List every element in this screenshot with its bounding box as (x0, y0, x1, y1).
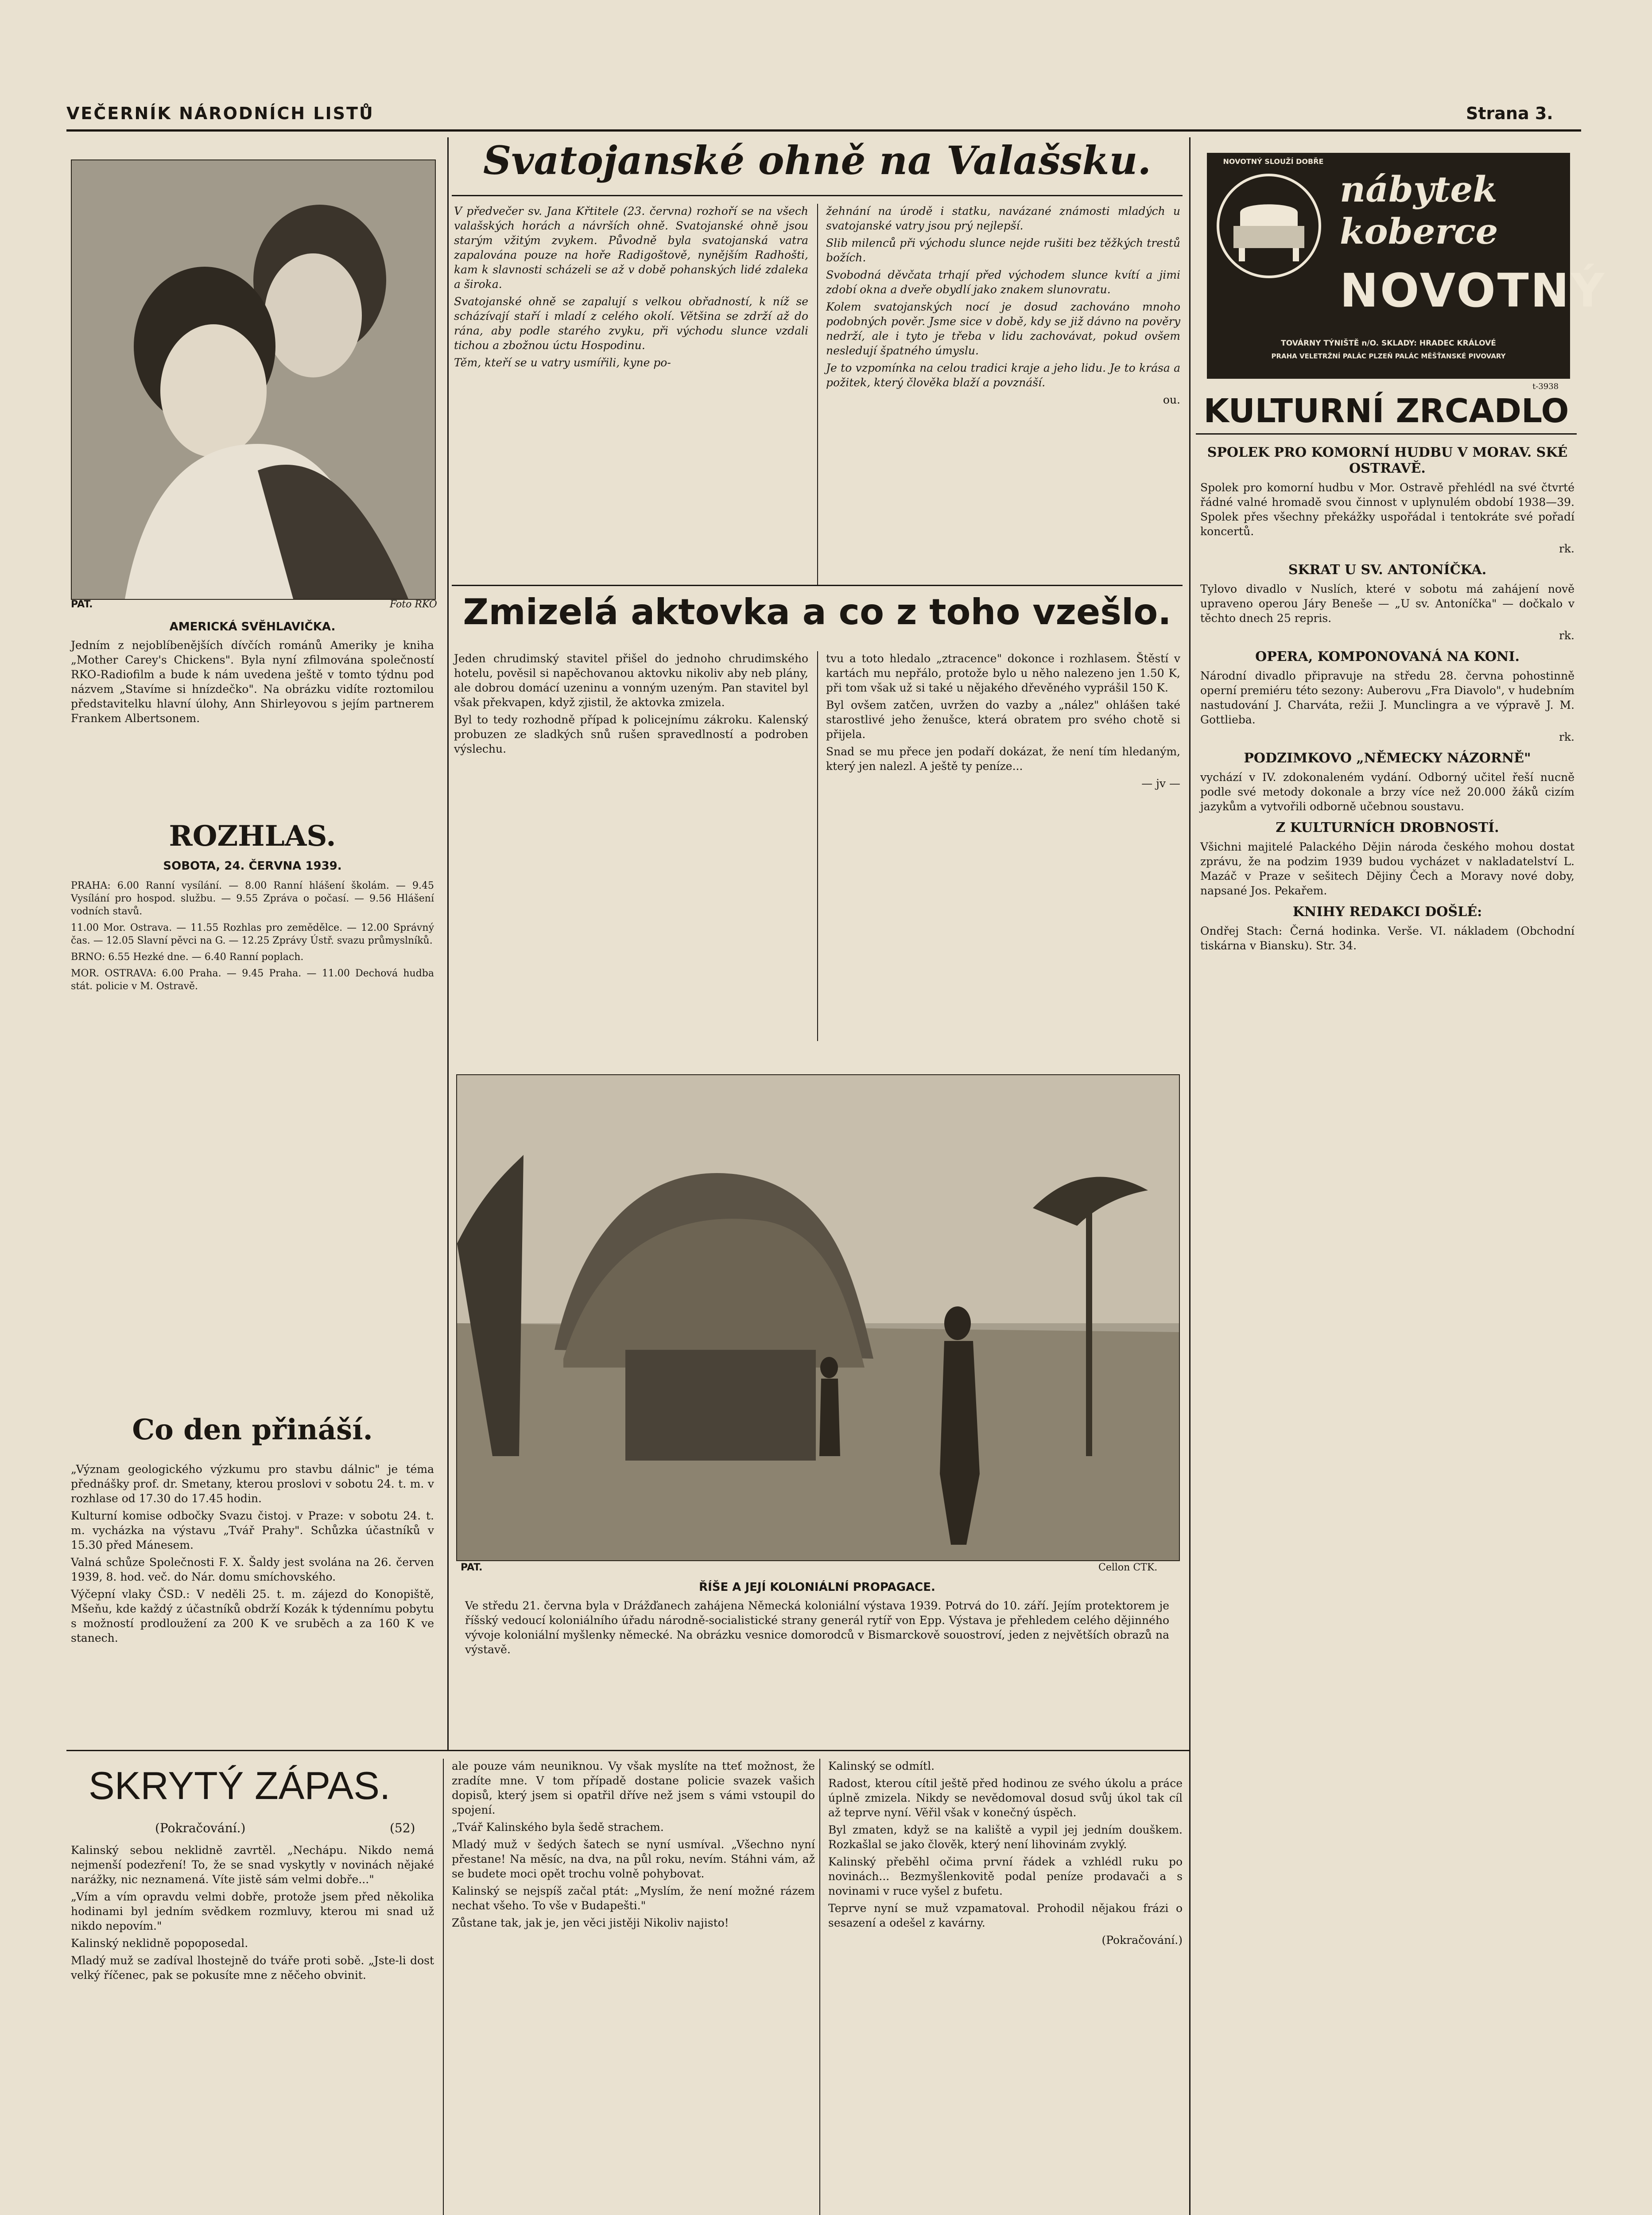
serial-col-1 (71, 1843, 434, 1985)
culture-heading: SPOLEK PRO KOMORNÍ HUDBU V MORAV. SKÉ OSTRAVĚ. (1207, 445, 1568, 476)
colonial-photo-caption: Ve středu 21. června byla v Drážďanech zahájena Německá koloniální výstava 1939. Potrvá do 10. září. Jejím protektorem je říšský vedoucí koloniálního úřadu národně-socialistické strany generál rytíř von Epp. Výstava je přehledem celého dějinného vývoje koloniální myšlenky německé. Na obrázku vesnice domorodců v Bismarckově souostroví, jeden z největších obrazů na výstavě. (465, 1599, 1169, 1656)
rozhlas-line: BRNO: 6.55 Hezké dne. — 6.40 Ranní poplach. (71, 952, 304, 963)
novotny-advertisement (1207, 153, 1606, 379)
serial-paragraph: Mladý muž se zadíval lhostejně do tváře proti sobě. „Jste-li dost velký říčenec, pak se pokusíte mne z něčeho obvinit. (71, 1954, 434, 1982)
photo-caption: Jedním z nejoblíbenějších dívčích románů Ameriky je kniha „Mother Carey's Chickens". Byla nyní zfilmována společností RKO-Radiofilm a bude k nám uvedena ještě v tomto týdnu pod názvem „Stavíme si hnízdečko". Na obrázku vidíte roztomilou představitelku hlavní úlohy, Ann Shirleyovou s jejím partnerem Frankem Albertsonem. (71, 639, 434, 725)
serial-paragraph: Radost, kterou cítil ještě před hodinou ze svého úkolu a práce úplně zmizela. Nikdy se nevědomoval dosud svůj úkol tak cíl až teprve nyní. Věřil však v konečný úspěch. (828, 1777, 1183, 1819)
aktovka-signature: — jv — (1141, 777, 1180, 790)
culture-heading: Z KULTURNÍCH DROBNOSTÍ. (1276, 820, 1499, 835)
valassko-col-2 (826, 204, 1180, 410)
culture-text: Všichni majitelé Palackého Dějin národa českého mohou dostat zprávu, že na podzim 1939 budou vycházet v nakladatelství L. Mazáč v Praze v sešitech Dějiny Čech a Moravy nové doby, napsané Jos. Pekařem. (1200, 840, 1574, 897)
co-den-prinasi-title: Co den přináší. (132, 1413, 373, 1446)
culture-heading: SKRAT U SV. ANTONÍČKA. (1288, 562, 1487, 578)
rozhlas-line: 11.00 Mor. Ostrava. — 11.55 Rozhlas pro zemědělce. — 12.00 Správný čas. — 12.05 Slavní pěvci na G. — 12.25 Zprávy Ústř. svazu průmyslníků. (71, 922, 434, 946)
serial-paragraph: Kalinský se nejspíš začal ptát: „Myslím, že není možné rázem nechat všeho. To vše v Budapešti." (452, 1885, 815, 1912)
ad-brand: NOVOTNÝ (1340, 264, 1606, 318)
valassko-paragraph: žehnání na úrodě i statku, navázané známosti mladých u svatojanské vatry jsou prý nejlepší. (826, 205, 1180, 232)
valassko-paragraph: Svatojanské ohně se zapalují s velkou obřadností, k níž se scházívají staří i mladí z celého okolí. Většina se zdrží až do rána, aby podle starého zvyku, při východu slunce vzdali tichou a zbožnou úctu Hospodinu. (454, 295, 808, 352)
co-den-prinasi-items (71, 1462, 434, 1648)
culture-text: Tylovo divadlo v Nuslích, které v sobotu má zahájení nově upraveno operou Járy Beneše — „U sv. Antoníčka" — dočkalo v těchto dnech 25 repris. (1200, 583, 1574, 625)
column-divider (819, 1759, 820, 2215)
section-rule (452, 585, 1183, 586)
serial-col-3 (828, 1759, 1183, 1950)
aktovka-col-1 (454, 651, 808, 759)
serial-subtitle: (Pokračování.) (155, 1821, 246, 1835)
kulturni-zrcadlo-title: KULTURNÍ ZRCADLO (1203, 392, 1569, 430)
event-item: „Význam geologického výzkumu pro stavbu dálnic" je téma přednášky prof. dr. Smetany, kterou proslovi v sobotu 24. t. m. v rozhlase od 17.30 do 17.45 hodin. (71, 1463, 434, 1505)
valassko-signature: ou. (1163, 393, 1180, 406)
event-item: Kulturní komise odbočky Svazu čistoj. v Praze: v sobotu 24. t. m. vycházka na výstavu „Tvář Prahy". Schůzka účastníků v 15.30 před Mánesem. (71, 1509, 434, 1551)
aktovka-paragraph: Snad se mu přece jen podaří dokázat, že není tím hledaným, který jen nalezl. A ještě ty peníze... (826, 745, 1180, 773)
serial-paragraph: Byl zmaten, když se na kaliště a vypil jej jedním douškem. Rozkašlal se jako člověk, který není lihovinám zvyklý. (828, 1823, 1183, 1851)
event-item: Valná schůze Společnosti F. X. Šaldy jest svolána na 26. červen 1939, 8. hod. več. do Nár. domu smíchovského. (71, 1556, 434, 1583)
column-divider (817, 651, 818, 1041)
culture-heading: KNIHY REDAKCI DOŠLÉ: (1292, 904, 1482, 920)
rozhlas-line: MOR. OSTRAVA: 6.00 Praha. — 9.45 Praha. — 11.00 Dechová hudba stát. policie v M. Ostravě. (71, 968, 434, 992)
aktovka-paragraph: Byl ovšem zatčen, uvržen do vazby a „nález" ohlášen také starostlivé jeho ženušce, která obratem pro svého chotě si přijela. (826, 699, 1180, 741)
photo-credit: Foto RKO (390, 599, 437, 610)
valassko-title: Svatojanské ohně na Valašsku. (483, 137, 1152, 183)
page-number: Strana 3. (1466, 104, 1553, 123)
culture-text: Ondřej Stach: Černá hodinka. Verše. VI. nákladem (Obchodní tiskárna v Biansku). Str. 34. (1200, 925, 1574, 952)
serial-number: (52) (390, 1821, 415, 1835)
valassko-paragraph: Svobodná děvčata trhají před východem slunce kvítí a jimi zdobí okna a dveře obydlí jako znakem slunovratu. (826, 268, 1180, 296)
serial-paragraph: Mladý muž v šedých šatech se nyní usmíval. „Všechno nyní přestane! Na měsíc, na dva, na půl roku, nevím. Stáhni vám, až se budete moci opět trochu volně pohybovat. (452, 1838, 815, 1880)
valassko-paragraph: Slib milenců při východu slunce nejde rušiti bez těžkých trestů božích. (826, 237, 1180, 264)
column-divider (1189, 137, 1191, 2215)
photo-agency: PAT. (71, 599, 93, 610)
culture-heading: PODZIMKOVO „NĚMECKY NÁZORNĚ" (1244, 750, 1531, 766)
valassko-paragraph: Kolem svatojanských nocí je dosud zachováno mnoho podobných pověr. Jsme sice v době, kdy se již dávno na pověry nedrží, ale i tyto je třeba v lidu zachovávat, pokud ovšem nesledují špatného úmyslu. (826, 300, 1180, 357)
colonial-village-photo (456, 1074, 1180, 1561)
serial-paragraph: Kalinský neklidně popoposedal. (71, 1937, 248, 1950)
ad-footer-2: PRAHA VELETRŽNÍ PALÁC PLZEŇ PALÁC MĚŠŤANSKÉ PIVOVARY (1271, 352, 1506, 360)
valassko-title-rule (452, 195, 1183, 196)
ad-line-furniture: nábytek (1340, 168, 1497, 210)
film-photo (71, 159, 436, 600)
serial-paragraph: Teprve nyní se muž vzpamatoval. Prohodil nějakou frázi o sesazení a odešel z kavárny. (828, 1902, 1183, 1929)
section-rule (1196, 433, 1577, 435)
photo-title: AMERICKÁ SVĚHLAVIČKA. (169, 620, 336, 633)
serial-paragraph: Kalinský přeběhl očima první řádek a vzhlédl ruku po novinách... Bezmyšlenkovitě podal peníze prodavači a s novinami v ruce vyšel z bufetu. (828, 1855, 1183, 1897)
serial-col-2 (452, 1759, 815, 1933)
aktovka-paragraph: tvu a toto hledalo „ztracence" dokonce i rozhlasem. Štěstí v kartách mu nepřálo, protože bylo u něho nalezeno jen 1.50 K, při tom však už si také u nějakého dřevěného vyprášil 150 K. (826, 652, 1180, 694)
section-rule (66, 1750, 1189, 1751)
masthead-rule (66, 129, 1581, 132)
rozhlas-date: SOBOTA, 24. ČERVNA 1939. (163, 859, 342, 873)
culture-text: vychází v IV. zdokonaleném vydání. Odborný učitel řeší nucně podle své metody dokonale a brzy více než 20.000 žáků cizím jazykům a vytvořili odborně učebnou soustavu. (1200, 771, 1574, 813)
aktovka-title: Zmizelá aktovka a co z toho vzešlo. (463, 591, 1171, 633)
rozhlas-line: PRAHA: 6.00 Ranní vysílání. — 8.00 Ranní hlášení školám. — 9.45 Vysílání pro hospod. službu. — 9.55 Zpráva o počasí. — 9.56 Hlášení vodních stavů. (71, 880, 434, 917)
column-divider (817, 204, 818, 585)
serial-paragraph: „Vím a vím opravdu velmi dobře, protože jsem před několika hodinami byl jedním svědkem rozmluvy, kterou mi snad už nikdo nepovím." (71, 1890, 434, 1932)
serial-paragraph: Zůstane tak, jak je, jen věci jistěji Nikoliv najisto! (452, 1916, 729, 1929)
valassko-paragraph: Je to vzpomínka na celou tradici kraje a jeho lidu. Je to krása a požitek, který člověka blaží a povznáší. (826, 361, 1180, 389)
ad-footer-1: TOVÁRNY TÝNIŠTĚ n/O. SKLADY: HRADEC KRÁLOVÉ (1281, 339, 1496, 348)
culture-signature: rk. (1559, 731, 1574, 743)
culture-text: Národní divadlo připravuje na středu 28. června pohostinně operní premiéru této sezony: Auberovu „Fra Diavolo", v hudebním nastudování J. Charváta, režii J. Munclingra a ve výpravě J. M. Gottlieba. (1200, 669, 1574, 726)
photo-credit: Cellon CTK. (1098, 1562, 1158, 1573)
valassko-col-1 (454, 204, 808, 373)
valassko-paragraph: V předvečer sv. Jana Křtitele (23. června) rozhoří se na všech valašských horách a návrších ohně. Svatojanské ohně jsou starým vžitým zvykem. Původně byla svatojanská vatra zapalována pouze na hoře Radigoštově, nynějším Radhošti, kam k slavnosti scházeli se až v době pohanských lidé zdaleka a široka. (454, 205, 808, 291)
photo-agency: PAT. (461, 1562, 483, 1573)
serial-paragraph: „Tvář Kalinského byla šedě strachem. (452, 1821, 664, 1834)
culture-heading: OPERA, KOMPONOVANÁ NA KONI. (1255, 649, 1520, 664)
armchair-icon (1216, 171, 1322, 281)
culture-signature: rk. (1559, 629, 1574, 642)
serial-paragraph: Kalinský se odmítl. (828, 1760, 935, 1772)
rozhlas-title: ROZHLAS. (169, 820, 336, 853)
serial-paragraph: ale pouze vám neuniknou. Vy však myslíte na tteť možnost, že zradíte mne. V tom případě dostane policie svazek vašich dopisů, který jsem si opatřil dříve než jsem s vámi vstoupil do spojení. (452, 1760, 815, 1816)
culture-text: Spolek pro komorní hudbu v Mor. Ostravě přehlédl na své čtvrté řádné valné hromadě svou činnost v uplynulém období 1938—39. Spolek přes všechny překážky uspořádal i tentokráte své pořadí koncertů. (1200, 481, 1574, 538)
paper-name: VEČERNÍK NÁRODNÍCH LISTŮ (66, 104, 374, 123)
column-divider (447, 137, 449, 1750)
rozhlas-schedule (71, 879, 434, 996)
ad-code: t-3938 (1532, 382, 1559, 391)
aktovka-paragraph: Byl to tedy rozhodně případ k policejnímu zákroku. Kalenský probuzen ze sladkých snů rušen spravedlností a podroben výslechu. (454, 713, 808, 755)
ad-badge: NOVOTNÝ SLOUŽÍ DOBŘE (1223, 157, 1324, 166)
colonial-photo-title: ŘÍŠE A JEJÍ KOLONIÁLNÍ PROPAGACE. (699, 1581, 935, 1594)
aktovka-col-2 (826, 651, 1180, 793)
event-item: Výčepní vlaky ČSD.: V neděli 25. t. m. zájezd do Konopiště, Mšeňu, kde každý z účastníků obdrží Kozák k týdennímu pobytu s možností prodloužení za 200 K ve sruběch a za 160 K ve stanech. (71, 1588, 434, 1644)
kulturni-zrcadlo-body (1200, 439, 1574, 956)
valassko-paragraph: Těm, kteří se u vatry usmířili, kyne po- (454, 356, 671, 369)
column-divider (443, 1759, 444, 2215)
culture-signature: rk. (1559, 542, 1574, 555)
serial-paragraph: Kalinský sebou neklidně zavrtěl. „Nechápu. Nikdo nemá nejmenší podezření! To, že se snad vyskytly v novinách nějaké narážky, nic neznamená. Víte jistě sám velmi dobře..." (71, 1844, 434, 1886)
serial-title: SKRYTÝ ZÁPAS. (89, 1764, 391, 1807)
aktovka-paragraph: Jeden chrudimský stavitel přišel do jednoho chrudimského hotelu, pověsil si napěchovanou aktovku nikoliv aby neb plány, ale dobrou domácí uzeninu a vonným uzeným. Pan stavitel byl však překvapen, když zjistil, že aktovka zmizela. (454, 652, 808, 709)
serial-continuation: (Pokračování.) (1101, 1934, 1183, 1947)
ad-line-carpets: koberce (1340, 210, 1498, 252)
